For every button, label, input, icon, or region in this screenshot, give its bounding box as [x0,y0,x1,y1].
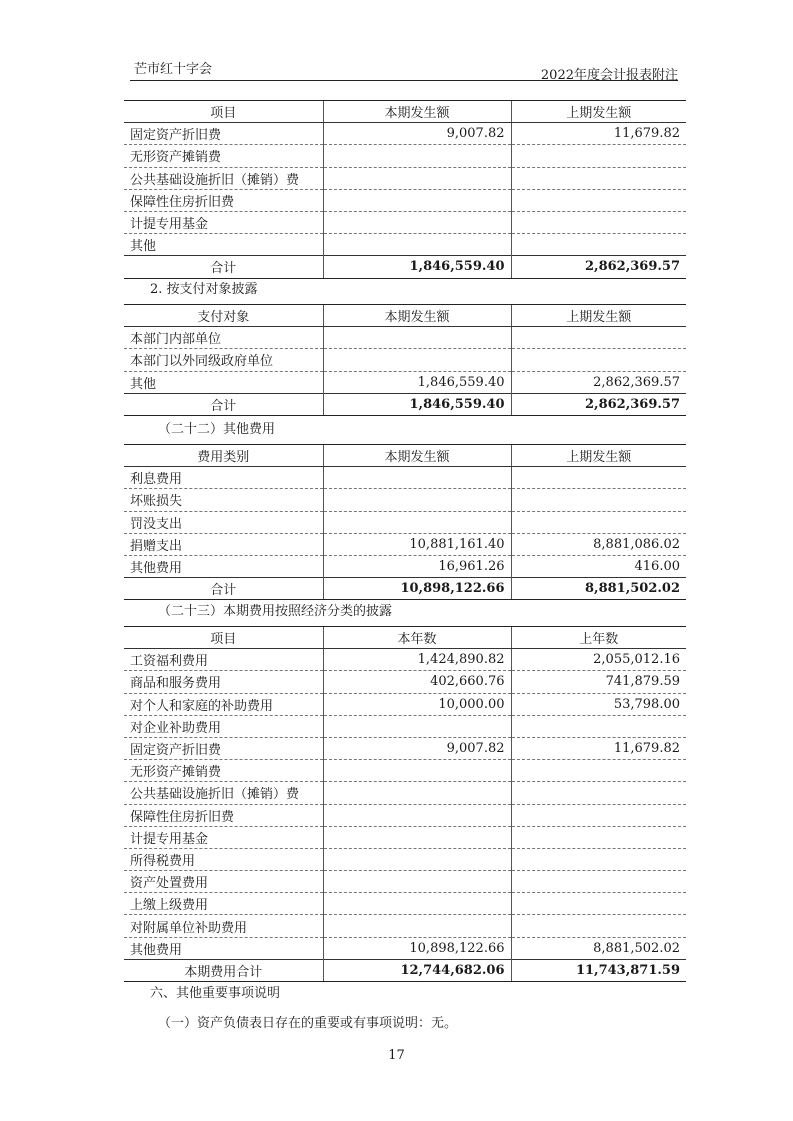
current-value [323,782,511,804]
row-label: 其他 [124,371,323,393]
prior-value [511,848,686,870]
total-current-value: 1,846,559.40 [323,256,511,278]
table-row [124,533,686,555]
prior-value [511,467,686,489]
row-label: 商品和服务费用 [124,671,323,693]
table-row [124,848,686,870]
report-title: 2022年度会计报表附注 [540,68,678,83]
row-label: 无形资产摊销费 [124,145,323,167]
prior-value: 11,679.82 [511,123,686,145]
table-row [124,371,686,393]
table-row [124,511,686,533]
table-row [124,467,686,489]
row-label: 其他费用 [124,555,323,577]
row-label: 固定资产折旧费 [124,123,323,145]
prior-value: 8,881,086.02 [511,533,686,555]
row-label: 坏账损失 [124,489,323,511]
current-value [323,467,511,489]
prior-value [511,782,686,804]
table-row [124,327,686,349]
row-label: 保障性住房折旧费 [124,804,323,826]
total-label: 合计 [124,578,323,600]
other-expense-table [124,444,686,600]
current-value: 10,898,122.66 [323,937,511,959]
prior-value [511,893,686,915]
prior-value [511,826,686,848]
total-current-value: 12,744,682.06 [323,959,511,981]
row-label: 资产处置费用 [124,871,323,893]
prior-value [511,327,686,349]
row-label: 无形资产摊销费 [124,760,323,782]
prior-value [511,167,686,189]
total-label: 合计 [124,256,323,278]
row-label: 利息费用 [124,467,323,489]
current-value: 10,881,161.40 [323,533,511,555]
table-row [124,915,686,937]
column-header: 项目 [124,627,323,649]
current-value [323,804,511,826]
current-value [323,349,511,371]
total-row [124,393,686,415]
current-value [323,848,511,870]
table-row [124,937,686,959]
table-header-row [124,445,686,467]
current-value: 1,846,559.40 [323,371,511,393]
column-header: 本期发生额 [323,305,511,327]
page-number: 17 [388,1048,405,1063]
org-name: 芒市红十字会 [134,62,213,77]
table-row [124,649,686,671]
row-label: 工资福利费用 [124,649,323,671]
table-header-row [124,101,686,123]
row-label: 其他费用 [124,937,323,959]
current-value [323,234,511,256]
total-row [124,959,686,981]
column-header: 本年数 [323,627,511,649]
prior-value: 2,862,369.57 [511,371,686,393]
table-row [124,671,686,693]
prior-value [511,489,686,511]
current-value [323,871,511,893]
table-row [124,489,686,511]
column-header: 上年数 [511,627,686,649]
table-row [124,211,686,233]
current-value: 9,007.82 [323,123,511,145]
economic-classification-table [124,626,686,982]
current-value [323,489,511,511]
row-label: 其他 [124,234,323,256]
prior-value [511,189,686,211]
prior-value: 741,879.59 [511,671,686,693]
prior-value [511,804,686,826]
table-row [124,145,686,167]
total-row [124,256,686,278]
column-header: 项目 [124,101,323,123]
column-header: 本期发生额 [323,101,511,123]
prior-value: 8,881,502.02 [511,937,686,959]
table-header-row [124,305,686,327]
prior-value [511,145,686,167]
current-value [323,145,511,167]
column-header: 上期发生额 [511,101,686,123]
total-prior-value: 2,862,369.57 [511,393,686,415]
row-label: 所得税费用 [124,848,323,870]
table-row [124,555,686,577]
table-header-row [124,627,686,649]
current-value [323,167,511,189]
prior-value [511,511,686,533]
current-value [323,327,511,349]
row-label: 捐赠支出 [124,533,323,555]
current-value: 402,660.76 [323,671,511,693]
table-row [124,189,686,211]
row-label: 计提专用基金 [124,826,323,848]
prior-value [511,760,686,782]
total-current-value: 1,846,559.40 [323,393,511,415]
table-row [124,804,686,826]
prior-value [511,871,686,893]
table-row [124,123,686,145]
prior-value [511,211,686,233]
row-label: 上缴上级费用 [124,893,323,915]
total-row [124,578,686,600]
payee-table [124,304,686,416]
total-label: 本期费用合计 [124,959,323,981]
current-value: 16,961.26 [323,555,511,577]
prior-value: 53,798.00 [511,693,686,715]
table-row [124,826,686,848]
total-label: 合计 [124,393,323,415]
section-23-heading: （二十三）本期费用按照经济分类的披露 [158,604,393,619]
prior-value [511,715,686,737]
row-label: 对个人和家庭的补助费用 [124,693,323,715]
current-value [323,826,511,848]
current-value: 10,000.00 [323,693,511,715]
row-label: 罚没支出 [124,511,323,533]
section-6-heading: 六、其他重要事项说明 [150,986,281,1001]
current-value [323,760,511,782]
section-2-heading: 2. 按支付对象披露 [150,282,258,297]
total-prior-value: 11,743,871.59 [511,959,686,981]
row-label: 对附属单位补助费用 [124,915,323,937]
row-label: 固定资产折旧费 [124,737,323,759]
row-label: 公共基础设施折旧（摊销）费 [124,167,323,189]
current-value [323,511,511,533]
current-value [323,715,511,737]
current-value: 1,424,890.82 [323,649,511,671]
expense-table-1 [124,100,686,279]
prior-value: 11,679.82 [511,737,686,759]
table-row [124,693,686,715]
table-row [124,760,686,782]
row-label: 本部门内部单位 [124,327,323,349]
table-row [124,871,686,893]
contingency-note: （一）资产负债表日存在的重要或有事项说明：无。 [158,1016,458,1031]
prior-value: 2,055,012.16 [511,649,686,671]
table-row [124,167,686,189]
column-header: 费用类别 [124,445,323,467]
row-label: 本部门以外同级政府单位 [124,349,323,371]
current-value: 9,007.82 [323,737,511,759]
prior-value [511,234,686,256]
current-value [323,893,511,915]
row-label: 保障性住房折旧费 [124,189,323,211]
total-prior-value: 2,862,369.57 [511,256,686,278]
table-row [124,893,686,915]
page-header [130,56,678,81]
table-row [124,349,686,371]
row-label: 对企业补助费用 [124,715,323,737]
column-header: 本期发生额 [323,445,511,467]
row-label: 计提专用基金 [124,211,323,233]
total-prior-value: 8,881,502.02 [511,578,686,600]
section-22-heading: （二十二）其他费用 [158,422,276,437]
table-row [124,782,686,804]
column-header: 支付对象 [124,305,323,327]
prior-value: 416.00 [511,555,686,577]
prior-value [511,349,686,371]
table-row [124,715,686,737]
column-header: 上期发生额 [511,305,686,327]
current-value [323,189,511,211]
current-value [323,211,511,233]
table-row [124,737,686,759]
column-header: 上期发生额 [511,445,686,467]
table-row [124,234,686,256]
total-current-value: 10,898,122.66 [323,578,511,600]
prior-value [511,915,686,937]
current-value [323,915,511,937]
row-label: 公共基础设施折旧（摊销）费 [124,782,323,804]
